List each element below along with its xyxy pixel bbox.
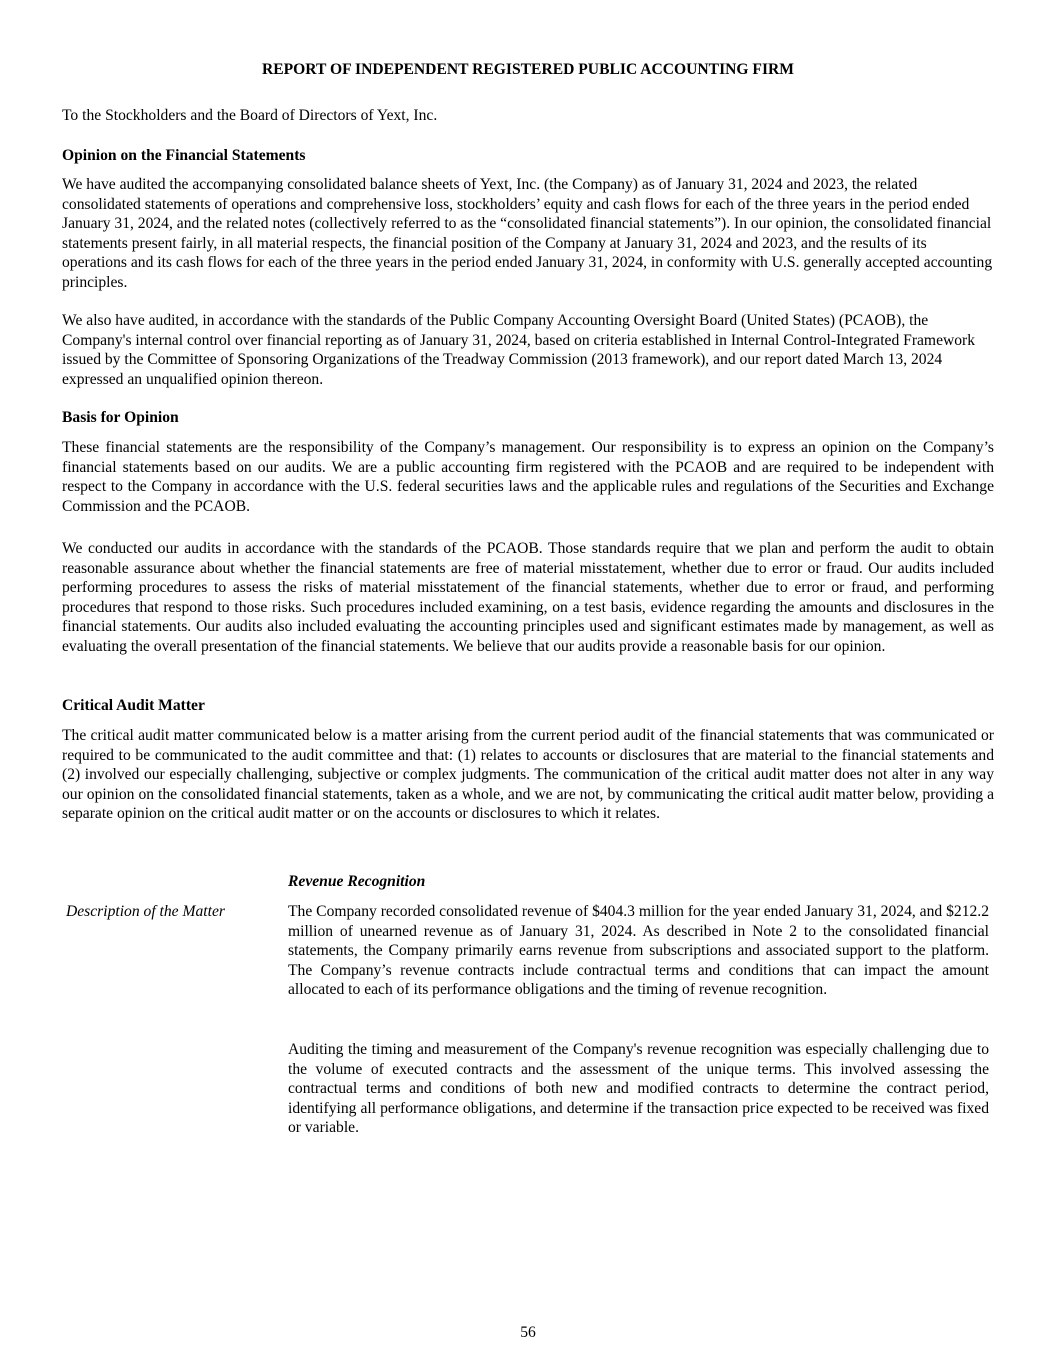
- critical-audit-matter-paragraph: The critical audit matter communicated below is a matter arising from the current period audit of the financial statements that was communicated or required to be communicated to the audit committee and that: (1) relates to accounts or disclosures that are material to the financial statements and (2) involved our especially challenging, subjective or complex judgments. The communication of the critical audit matter does not alter in any way our opinion on the consolidated financial statements, taken as a whole, and we are not, by communicating the critical audit matter below, providing a separate opinion on the critical audit matter or on the accounts or disclosures to which it relates.: [62, 727, 994, 823]
- description-of-matter-label: Description of the Matter: [66, 903, 225, 920]
- addressee-line: To the Stockholders and the Board of Directors of Yext, Inc.: [62, 107, 438, 124]
- critical-audit-matter-heading: Critical Audit Matter: [62, 697, 205, 714]
- revenue-recognition-title: Revenue Recognition: [288, 873, 426, 890]
- basis-heading: Basis for Opinion: [62, 409, 179, 426]
- matter-description-paragraph-1: The Company recorded consolidated revenue of $404.3 million for the year ended January 31, 2024, and $212.2 million of unearned revenue as of January 31, 2024. As described in Note 2 to the consolidated financial statements, the Company primarily earns revenue from subscriptions and associated support to the platform. The Company’s revenue contracts include contractual terms and conditions that can impact the amount allocated to each of its performance obligations and the timing of revenue recognition.: [288, 903, 989, 999]
- report-title: REPORT OF INDEPENDENT REGISTERED PUBLIC ACCOUNTING FIRM: [261, 61, 795, 78]
- matter-description-paragraph-2: Auditing the timing and measurement of the Company's revenue recognition was especially challenging due to the volume of executed contracts and the assessment of the unique terms. This involved assessing the contractual terms and conditions of both new and modified contracts to determine the contract period, identifying all performance obligations, and determine if the transaction price expected to be received was fixed or variable.: [288, 1041, 989, 1137]
- opinion-heading: Opinion on the Financial Statements: [62, 147, 306, 164]
- opinion-paragraph-1: We have audited the accompanying consolidated balance sheets of Yext, Inc. (the Company) as of January 31, 2024 and 2023, the related consolidated statements of operations and comprehensive loss, stockholders’ equity and cash flows for each of the three years in the period ended January 31, 2024, and the related notes (collectively referred to as the “consolidated financial statements”). In our opinion, the consolidated financial statements present fairly, in all material respects, the financial position of the Company at January 31, 2024 and 2023, and the results of its operations and its cash flows for each of the three years in the period ended January 31, 2024, in conformity with U.S. generally accepted accounting principles.: [62, 176, 993, 291]
- opinion-paragraph-2: We also have audited, in accordance with the standards of the Public Company Accounting Oversight Board (United States) (PCAOB), the Company's internal control over financial reporting as of January 31, 2024, based on criteria established in Internal Control-Integrated Framework issued by the Committee of Sponsoring Organizations of the Treadway Commission (2013 framework), and our report dated March 13, 2024 expressed an unqualified opinion thereon.: [62, 312, 976, 388]
- basis-paragraph-2: We conducted our audits in accordance with the standards of the PCAOB. Those standards require that we plan and perform the audit to obtain reasonable assurance about whether the financial statements are free of material misstatement, whether due to error or fraud. Our audits included performing procedures to assess the risks of material misstatement of the financial statements, whether due to error or fraud, and performing procedures that respond to those risks. Such procedures included examining, on a test basis, evidence regarding the amounts and disclosures in the financial statements. Our audits also included evaluating the accounting principles used and significant estimates made by management, as well as evaluating the overall presentation of the financial statements. We believe that our audits provide a reasonable basis for our opinion.: [62, 540, 994, 655]
- page-number: 56: [520, 1324, 536, 1341]
- basis-paragraph-1: These financial statements are the responsibility of the Company’s management. Our responsibility is to express an opinion on the Company’s financial statements based on our audits. We are a public accounting firm registered with the PCAOB and are required to be independent with respect to the Company in accordance with the U.S. federal securities laws and the applicable rules and regulations of the Securities and Exchange Commission and the PCAOB.: [62, 439, 994, 515]
